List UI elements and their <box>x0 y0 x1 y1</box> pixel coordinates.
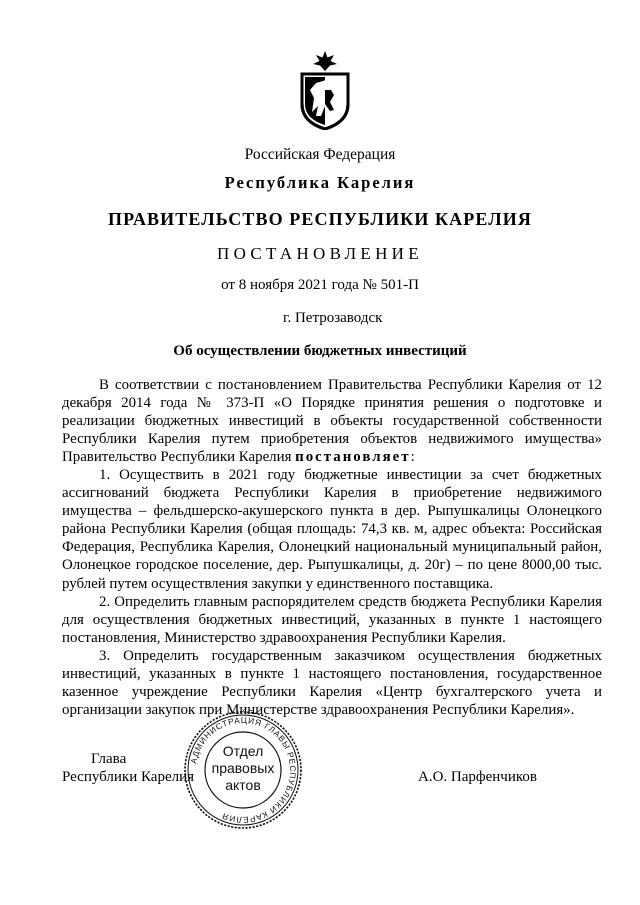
preamble-text: В соответствии с постановлением Правительства Республики Карелия от 12 декабря 2014 года № 373-П «О Порядке принятия решения о подготовке и реализации бюджетных инвестиций в объекты государственной собственности Республики Карелия путем приобретения объектов недвижимого имущества» Правительство Республики Карелия <box>62 377 602 466</box>
clause-2: 2. Определить главным распорядителем средств бюджета Республики Карелия для осуществления бюджетных инвестиций, указанных в пункте 1 настоящего постановления, Министерство здравоохранения Республики Карелия. <box>62 593 602 646</box>
stamp-center-text <box>183 743 303 794</box>
signatory-name: А.О. Парфенчиков <box>418 769 537 785</box>
document-type: ПОСТАНОВЛЕНИЕ <box>217 244 423 263</box>
preamble-paragraph <box>62 376 602 466</box>
document-date-number: от 8 ноября 2021 года № 501-П <box>221 277 419 293</box>
karelia-coat-of-arms-emblem <box>296 50 354 130</box>
stamp-line-3: актов <box>225 777 261 793</box>
document-body <box>62 376 602 719</box>
document-subject: Об осуществлении бюджетных инвестиций <box>173 343 467 359</box>
clause-1: 1. Осуществить в 2021 году бюджетные инвестиции за счет бюджетных ассигнований бюджета Республики Карелия в приобретение недвижимого имущества – фельдшерско-акушерского пункта в дер. Рыпушкалицы Олонецкого района Республики Карелия (общая площадь: 74,3 кв. м, адрес объекта: Российская Федерация, Республика Карелия, Олонецкий национальный муниципальный район, Олонецкое городское поселение, дер. Рыпушкалицы, д. 20г) – по цене 8000,00 тыс. рублей путем осуществления закупки у единственного поставщика. <box>62 467 602 592</box>
signatory-post-line1: Глава <box>91 751 127 767</box>
resolves-word: постановляет <box>295 449 411 466</box>
stamp-ring-text: АДМИНИСТРАЦИЯ ГЛАВЫ РЕСПУБЛИКИ КАРЕЛИЯ <box>188 714 299 826</box>
stamp-line-1: Отдел <box>222 743 264 759</box>
clause-3: 3. Определить государственным заказчиком осуществления бюджетных инвестиций, указанных в пункте 1 настоящего постановления, государственное казенное учреждение Республики Карелия «Центр бухгалтерского учета и организации закупок при Министерстве здравоохранения Республики Карелия». <box>62 647 602 718</box>
government-title: ПРАВИТЕЛЬСТВО РЕСПУБЛИКИ КАРЕЛИЯ <box>108 209 532 229</box>
republic-name: Республика Карелия <box>224 173 416 192</box>
signatory-post-line2: Республики Карелия <box>62 769 195 785</box>
country-name: Российская Федерация <box>244 146 396 163</box>
city: г. Петрозаводск <box>283 310 383 326</box>
resolves-punctuation: : <box>410 449 415 466</box>
stamp-line-2: правовых <box>211 760 275 776</box>
